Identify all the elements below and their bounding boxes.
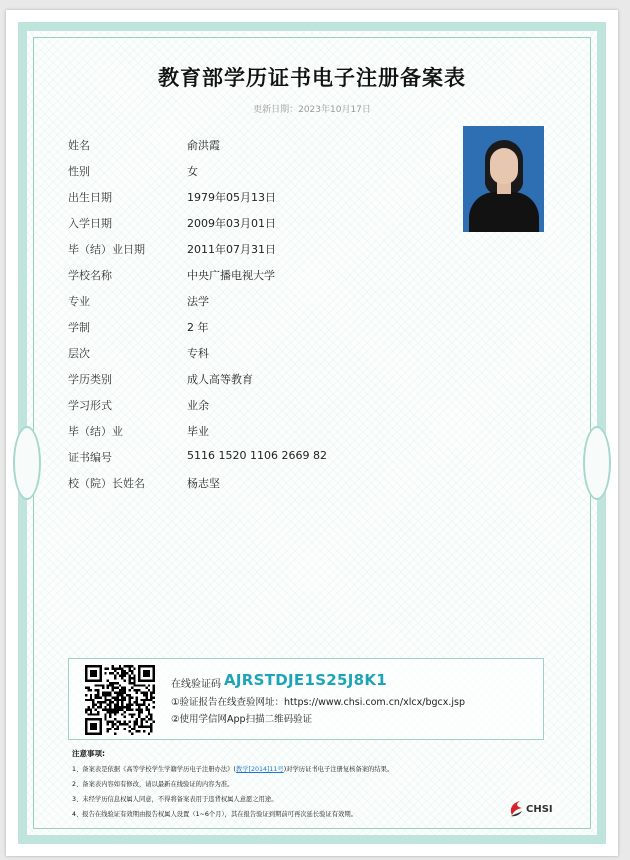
left-ornament xyxy=(13,426,41,500)
field-label: 出生日期 xyxy=(68,191,112,204)
verify-code-label: 在线验证码 xyxy=(171,679,221,690)
chsi-logo-icon: CHSI xyxy=(508,796,560,822)
field-label: 证书编号 xyxy=(68,451,112,464)
field-value: 专科 xyxy=(187,347,209,360)
online-verification-box xyxy=(68,658,544,740)
qr-code-icon[interactable] xyxy=(85,665,155,735)
field-label: 专业 xyxy=(68,295,90,308)
field-label: 性别 xyxy=(68,165,90,178)
field-value: 女 xyxy=(187,165,198,178)
field-value: 2009年03月01日 xyxy=(187,217,276,230)
field-label: 学习形式 xyxy=(68,399,112,412)
field-label: 毕（结）业 xyxy=(68,425,123,438)
notes-title: 注意事项: xyxy=(72,749,105,758)
verify-url-line: ①验证报告在线查验网址：https://www.chsi.com.cn/xlcx/bgcx.jsp xyxy=(171,697,465,708)
field-label: 毕（结）业日期 xyxy=(68,243,145,256)
note-1: 1、备案表是依据《高等学校学生学籍学历电子注册办法》(教学[2014]11号)对学历证书电子注册复核备案的结果。 xyxy=(72,766,394,773)
field-value: 毕业 xyxy=(187,425,209,438)
document-title: 教育部学历证书电子注册备案表 xyxy=(158,66,466,90)
field-label: 层次 xyxy=(68,347,90,360)
verify-app-line: ②使用学信网App扫描二维码验证 xyxy=(171,714,313,725)
field-value: 2011年07月31日 xyxy=(187,243,276,256)
field-value: 业余 xyxy=(187,399,209,412)
field-value: 1979年05月13日 xyxy=(187,191,276,204)
field-label: 校（院）长姓名 xyxy=(68,477,145,490)
note-4: 4、报告在线验证有效期由报告权属人设置（1~6个月），其在报告验证到期前可再次延长验证有效期。 xyxy=(72,811,357,818)
document-page xyxy=(6,10,618,856)
field-label: 学历类别 xyxy=(68,373,112,386)
right-ornament xyxy=(583,426,611,500)
field-value: 中央广播电视大学 xyxy=(187,269,275,282)
field-label: 学校名称 xyxy=(68,269,112,282)
field-value: 法学 xyxy=(187,295,209,308)
field-label: 姓名 xyxy=(68,139,90,152)
note-2: 2、备案表内容如有修改，请以最新在线验证的内容为准。 xyxy=(72,781,234,788)
field-value: 2 年 xyxy=(187,321,209,334)
field-value: 杨志坚 xyxy=(187,477,220,490)
portrait-photo xyxy=(463,126,544,232)
verify-code: AJRSTDJE1S25J8K1 xyxy=(224,671,388,689)
note-3: 3、未经学历信息权属人同意，不得将备案表用于违背权属人意愿之用途。 xyxy=(72,796,278,803)
field-label: 学制 xyxy=(68,321,90,334)
field-value: 5116 1520 1106 2669 82 xyxy=(187,449,327,462)
field-value: 成人高等教育 xyxy=(187,373,253,386)
update-date: 更新日期：2023年10月17日 xyxy=(253,105,371,115)
regulation-link[interactable]: 教学[2014]11号 xyxy=(235,766,284,773)
field-label: 入学日期 xyxy=(68,217,112,230)
field-value: 俞洪霞 xyxy=(187,139,220,152)
